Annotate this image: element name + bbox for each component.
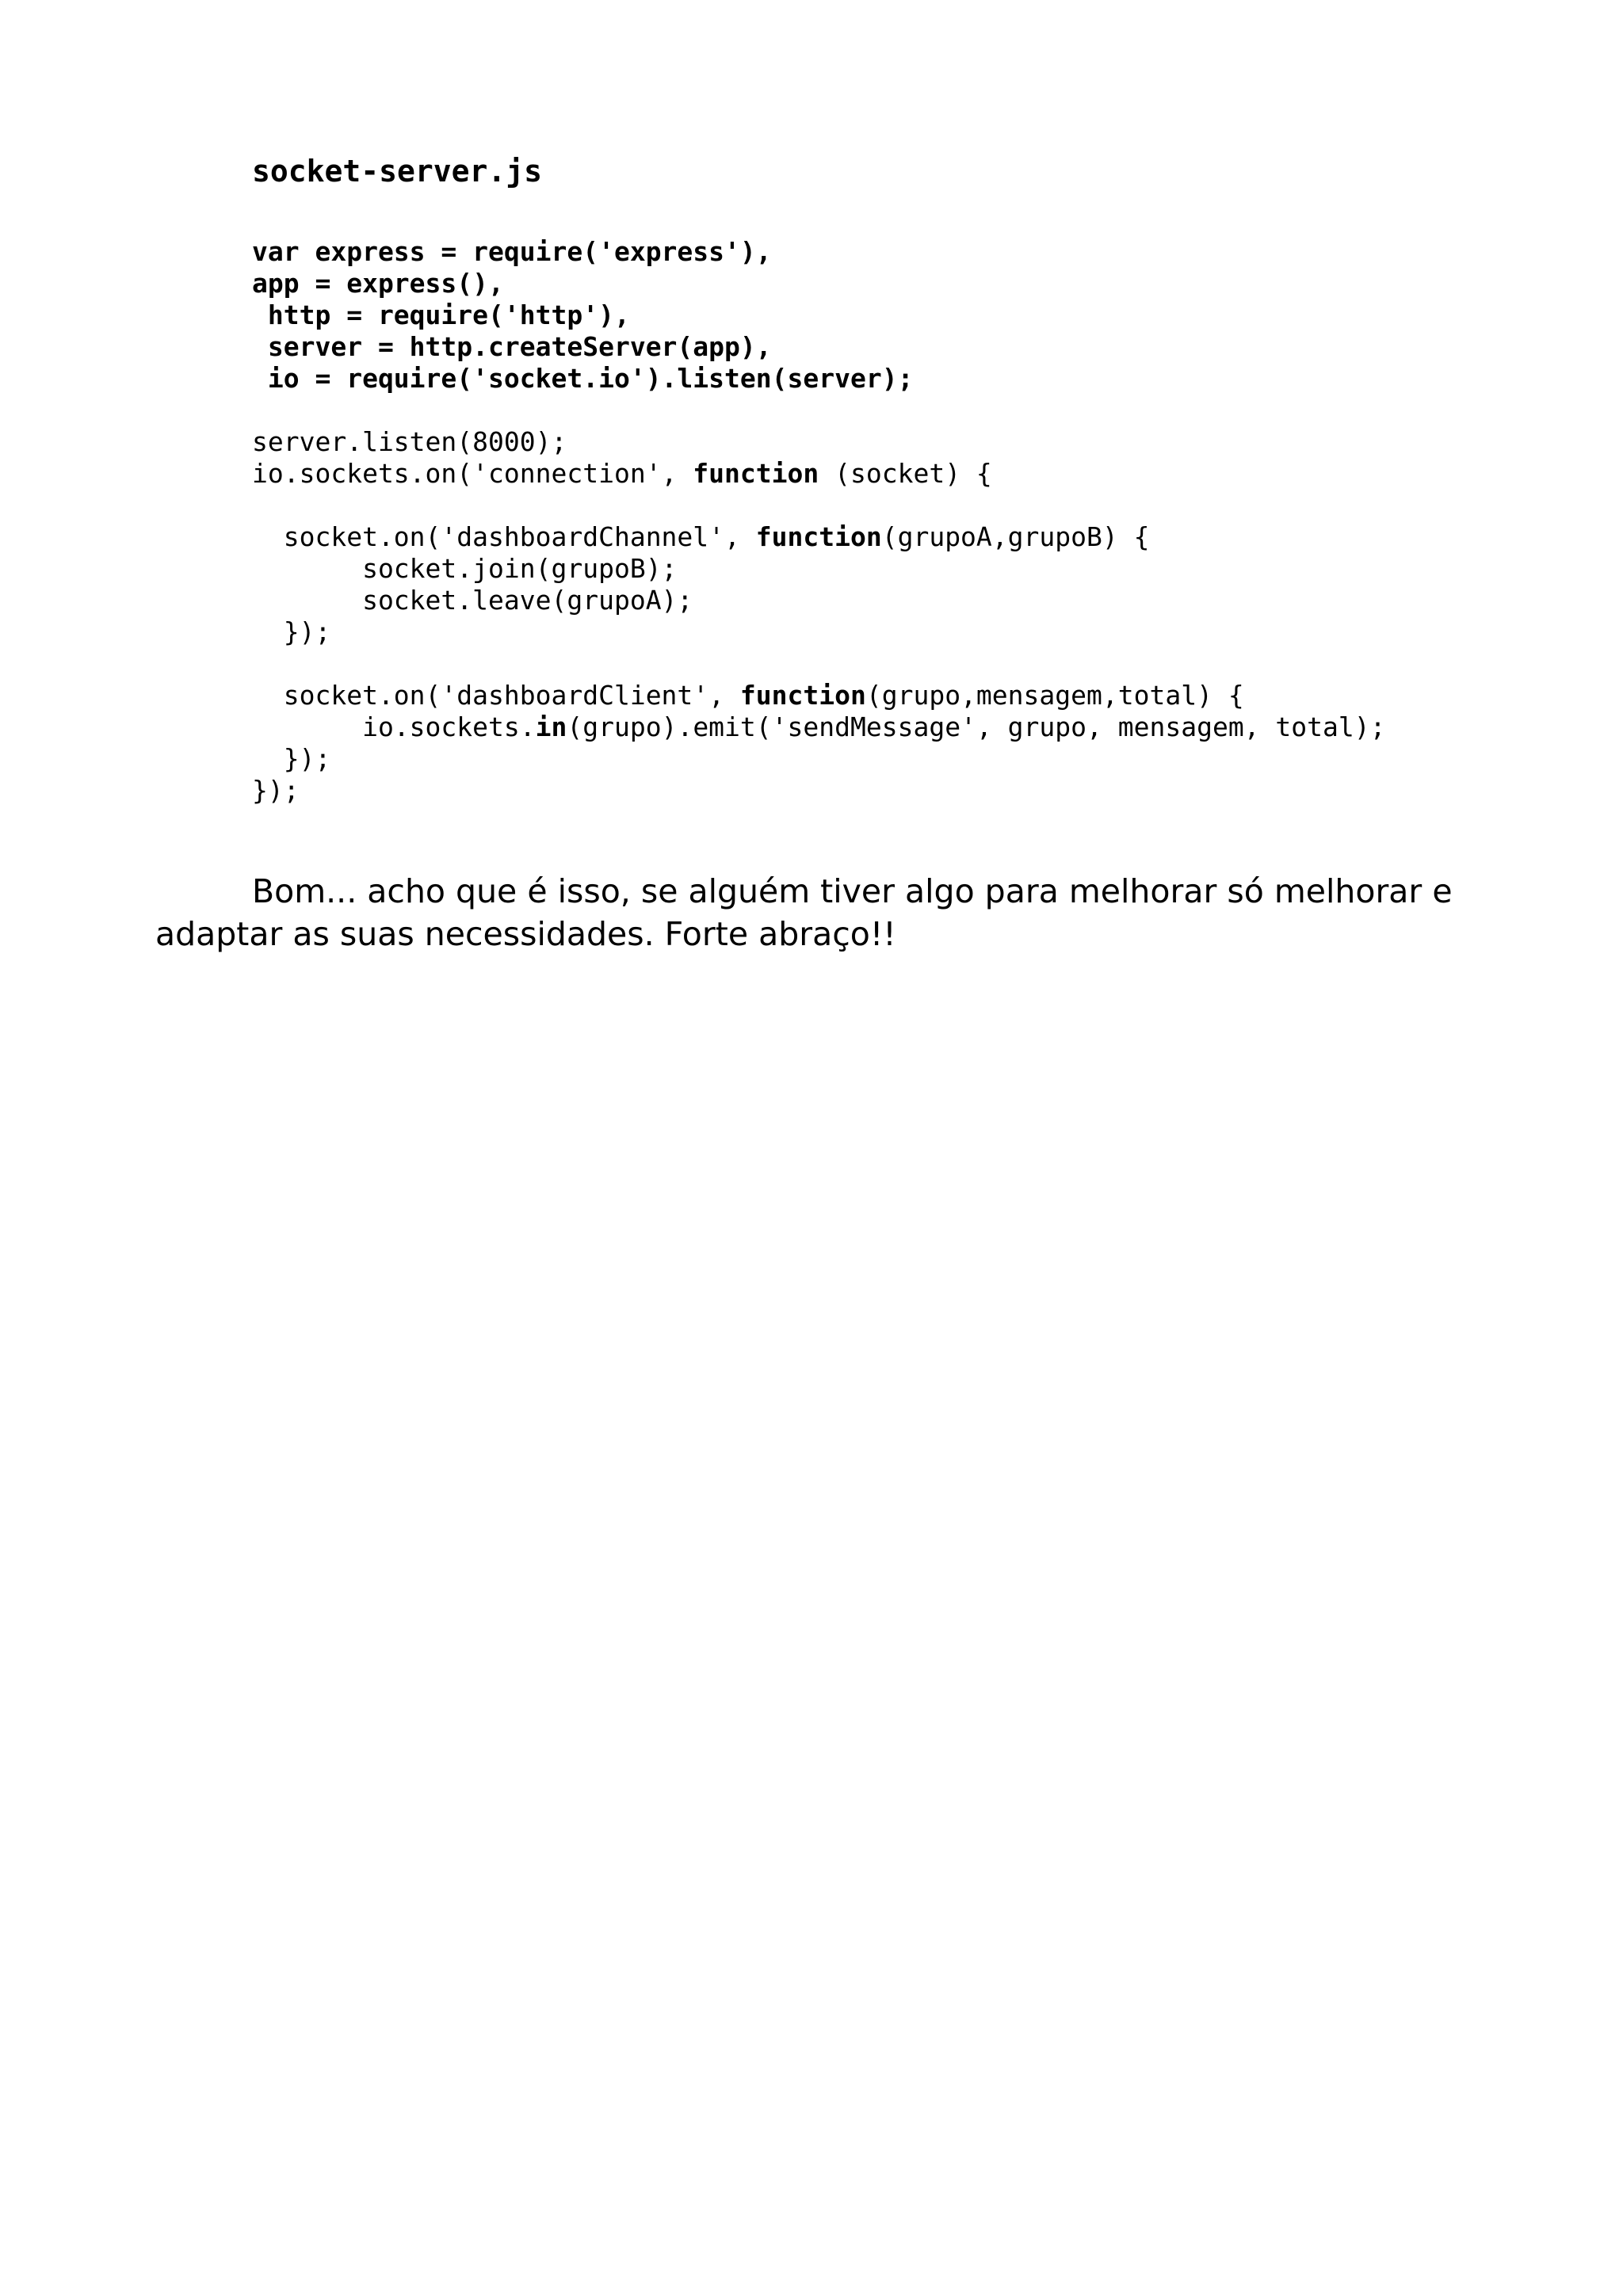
code-token: socket.on('dashboardClient', [252, 680, 740, 711]
code-token: socket.on('dashboardChannel', [252, 521, 756, 552]
code-line: }); [252, 775, 300, 806]
code-line: server = http.createServer(app), [252, 331, 772, 362]
code-line: }); [252, 743, 331, 774]
paragraph-text: Bom... acho que é isso, se alguém tiver algo para melhorar só melhorar e adaptar as suas necessidades. Forte abraço!! [155, 872, 1453, 953]
code-token: io.sockets. [252, 711, 536, 742]
code-keyword: in [535, 711, 567, 742]
code-line: http = require('http'), [252, 299, 630, 330]
code-line: var express = require('express'), [252, 236, 772, 267]
code-token: (grupoA,grupoB) { [881, 521, 1150, 552]
code-keyword: function [755, 521, 882, 552]
code-line [252, 458, 992, 490]
code-keyword: function [693, 458, 819, 489]
code-line: socket.join(grupoB); [252, 553, 678, 584]
code-line [252, 680, 1244, 711]
code-line: app = express(), [252, 268, 504, 299]
code-line [252, 521, 1149, 553]
code-line: io = require('socket.io').listen(server); [252, 363, 914, 394]
code-token: (grupo,mensagem,total) { [865, 680, 1244, 711]
code-line [252, 711, 1386, 743]
code-token: (grupo).emit('sendMessage', grupo, mensagem, total); [567, 711, 1386, 742]
closing-paragraph [155, 870, 1471, 955]
code-filename: socket-server.js [252, 154, 543, 189]
code-token: (socket) { [819, 458, 992, 489]
code-token: io.sockets.on('connection', [252, 458, 693, 489]
code-line: server.listen(8000); [252, 426, 567, 457]
code-line: }); [252, 616, 331, 647]
code-line: socket.leave(grupoA); [252, 585, 693, 616]
code-keyword: function [739, 680, 866, 711]
